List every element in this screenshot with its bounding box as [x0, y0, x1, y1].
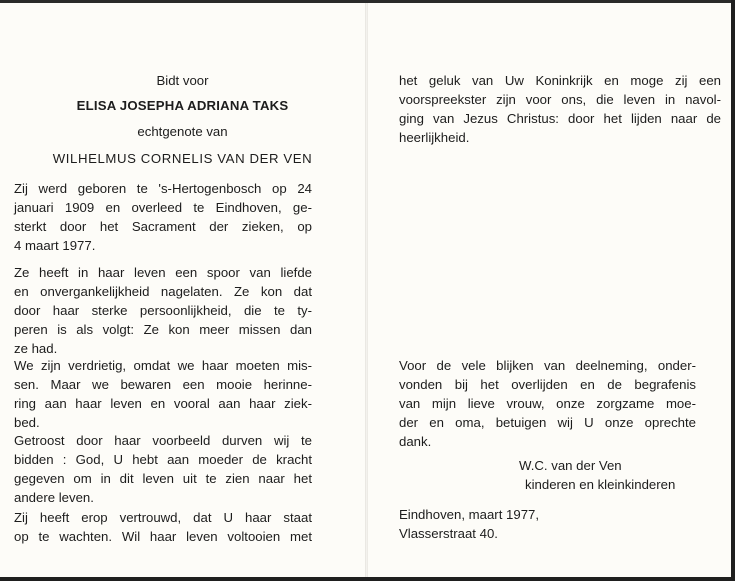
- signer-name: W.C. van der Ven: [519, 458, 622, 473]
- text-line: bidden : God, U hebt aan moeder de kracht: [14, 452, 312, 467]
- text-line: en onvergankelijkheid nagelaten. Ze kon dat: [14, 284, 312, 299]
- text-line: door haar sterke persoonlijkheid, die te ty-: [14, 303, 312, 318]
- text-line: We zijn verdrietig, omdat we haar moeten mis-: [14, 358, 312, 373]
- text-line: voorspreekster zijn voor ons, die leven in navol-: [399, 92, 721, 107]
- text-line: gegeven om in dit leven uit te zien naar het: [14, 471, 312, 486]
- text-line: peren is als volgt: Ze kon meer missen dan: [14, 322, 312, 337]
- text-line: 4 maart 1977.: [14, 238, 96, 253]
- bidt-voor-heading: Bidt voor: [156, 73, 209, 88]
- text-line: bed.: [14, 415, 40, 430]
- family-signature: kinderen en kleinkinderen: [525, 477, 676, 492]
- text-line: sen. Maar we bewaren een mooie herinne-: [14, 377, 312, 392]
- text-line: ging van Jezus Christus: door het lijden naar de: [399, 111, 721, 126]
- card-right-edge: [731, 0, 735, 581]
- text-line: heerlijkheid.: [399, 130, 470, 145]
- text-line: ring aan haar leven en vooral aan haar ziek-: [14, 396, 312, 411]
- text-line: andere leven.: [14, 490, 94, 505]
- text-line: op te wachten. Wil haar leven voltooien met: [14, 529, 312, 544]
- text-line: Getroost door haar voorbeeld durven wij te: [14, 433, 312, 448]
- text-line: januari 1909 en overleed te Eindhoven, ge-: [14, 200, 312, 215]
- text-line: sterkt door het Sacrament der zieken, op: [14, 219, 312, 234]
- spouse-name: WILHELMUS CORNELIS VAN DER VEN: [52, 151, 313, 166]
- text-line: het geluk van Uw Koninkrijk en moge zij een: [399, 73, 721, 88]
- text-line: Ze heeft in haar leven een spoor van liefde: [14, 265, 312, 280]
- relation-label: echtgenote van: [137, 124, 228, 139]
- deceased-name: ELISA JOSEPHA ADRIANA TAKS: [76, 98, 289, 113]
- text-line: vonden bij het overlijden en de begrafenis: [399, 377, 696, 392]
- card-bottom-edge: [0, 577, 735, 581]
- card-top-edge: [0, 0, 735, 3]
- address: Vlasserstraat 40.: [399, 526, 498, 541]
- place-date: Eindhoven, maart 1977,: [399, 507, 540, 522]
- text-line: Zij heeft erop vertrouwd, dat U haar staat: [14, 510, 312, 525]
- text-line: ze had.: [14, 341, 58, 356]
- text-line: van mijn lieve vrouw, onze zorgzame moe-: [399, 396, 696, 411]
- text-line: Voor de vele blijken van deelneming, onder-: [399, 358, 696, 373]
- text-line: dank.: [399, 434, 432, 449]
- text-line: der en oma, betuigen wij U onze oprechte: [399, 415, 696, 430]
- text-line: Zij werd geboren te 's-Hertogenbosch op 24: [14, 181, 312, 196]
